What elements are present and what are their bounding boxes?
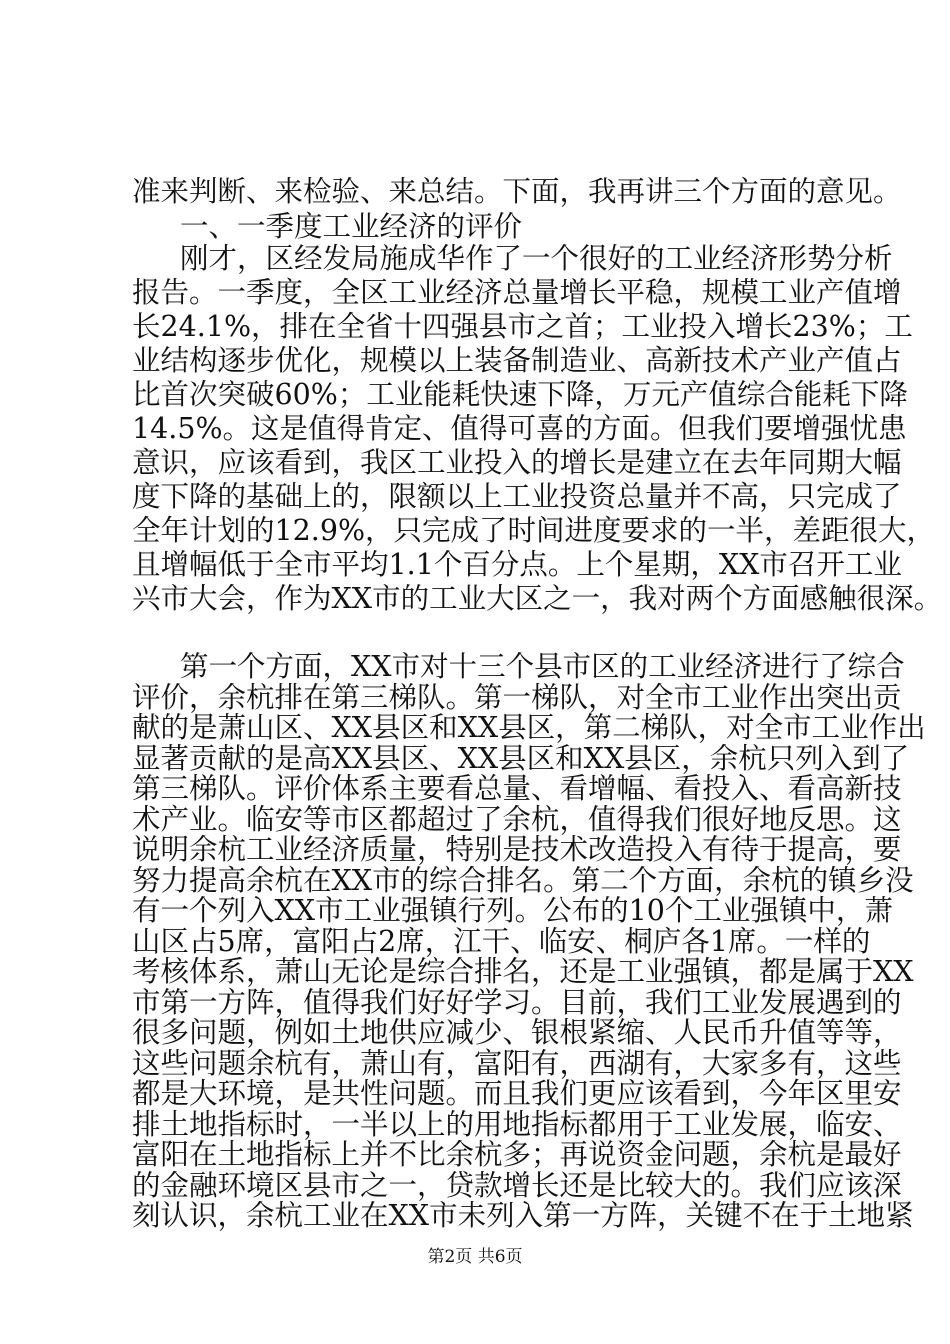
paragraph-line: 这些问题余杭有，萧山有，富阳有，西湖有，大家多有，这些 — [132, 1046, 902, 1080]
paragraph-line: 刚才，区经发局施成华作了一个很好的工业经济形势分析 — [180, 242, 893, 275]
paragraph-line: 排土地指标时，一半以上的用地指标都用于工业发展，临安、 — [132, 1107, 902, 1141]
paragraph-line: 且增幅低于全市平均1.1个百分点。上个星期，XX市召开工业 — [132, 548, 902, 581]
paragraph-line: 市第一方阵，值得我们好好学习。目前，我们工业发展遇到的 — [132, 985, 902, 1019]
paragraph-line: 意识，应该看到，我区工业投入的增长是建立在去年同期大幅 — [132, 446, 902, 479]
page-number-footer: 第2页 共6页 — [427, 1247, 523, 1267]
paragraph-line: 山区占5席，富阳占2席，江干、临安、桐庐各1席。一样的 — [132, 924, 871, 958]
paragraph-line: 很多问题，例如土地供应减少、银根紧缩、人民币升值等等， — [132, 1016, 902, 1049]
paragraph-line: 献的是萧山区、XX县区和XX县区，第二梯队，对全市工业作出 — [132, 711, 926, 744]
paragraph-line: 都是大环境，是共性问题。而且我们更应该看到，今年区里安 — [132, 1077, 902, 1110]
section-heading: 一、一季度工业经济的评价 — [180, 210, 523, 243]
paragraph-line: 准来判断、来检验、来总结。下面，我再讲三个方面的意见。 — [132, 175, 902, 208]
paragraph-line: 努力提高余杭在XX市的综合排名。第二个方面，余杭的镇乡没 — [132, 863, 914, 897]
paragraph-line: 兴市大会，作为XX市的工业大区之一，我对两个方面感触很深。 — [132, 582, 943, 615]
paragraph-line: 第一个方面，XX市对十三个县市区的工业经济进行了综合 — [180, 650, 905, 683]
paragraph-line: 考核体系，萧山无论是综合排名，还是工业强镇，都是属于XX — [132, 955, 914, 988]
paragraph-line: 显著贡献的是高XX县区、XX县区和XX县区，余杭只列入到了 — [132, 741, 910, 775]
paragraph-line: 第三梯队。评价体系主要看总量、看增幅、看投入、看高新技 — [132, 772, 902, 805]
paragraph-line: 报告。一季度，全区工业经济总量增长平稳，规模工业产值增 — [132, 276, 902, 309]
paragraph-line: 说明余杭工业经济质量，特别是技术改造投入有待于提高，要 — [132, 833, 902, 866]
paragraph-line: 富阳在土地指标上并不比余杭多；再说资金问题，余杭是最好 — [132, 1138, 902, 1171]
paragraph-line: 业结构逐步优化，规模以上装备制造业、高新技术产业产值占 — [132, 344, 902, 377]
paragraph-line: 全年计划的12.9%，只完成了时间进度要求的一半，差距很大， — [132, 514, 936, 547]
paragraph-line: 有一个列入XX市工业强镇行列。公布的10个工业强镇中，萧 — [132, 894, 893, 927]
paragraph-line: 的金融环境区县市之一，贷款增长还是比较大的。我们应该深 — [132, 1168, 902, 1202]
paragraph-line: 度下降的基础上的，限额以上工业投资总量并不高，只完成了 — [132, 480, 902, 513]
paragraph-line: 比首次突破60%；工业能耗快速下降，万元产值综合能耗下降 — [132, 378, 908, 411]
paragraph-line: 14.5%。这是值得肯定、值得可喜的方面。但我们要增强忧患 — [132, 412, 907, 445]
paragraph-line: 术产业。临安等市区都超过了余杭，值得我们很好地反思。这 — [132, 802, 902, 836]
paragraph-line: 刻认识，余杭工业在XX市未列入第一方阵，关键不在于土地紧 — [132, 1199, 914, 1232]
paragraph-line: 评价，余杭排在第三梯队。第一梯队，对全市工业作出突出贡 — [132, 680, 902, 714]
paragraph-line: 长24.1%，排在全省十四强县市之首；工业投入增长23%；工 — [132, 310, 913, 343]
